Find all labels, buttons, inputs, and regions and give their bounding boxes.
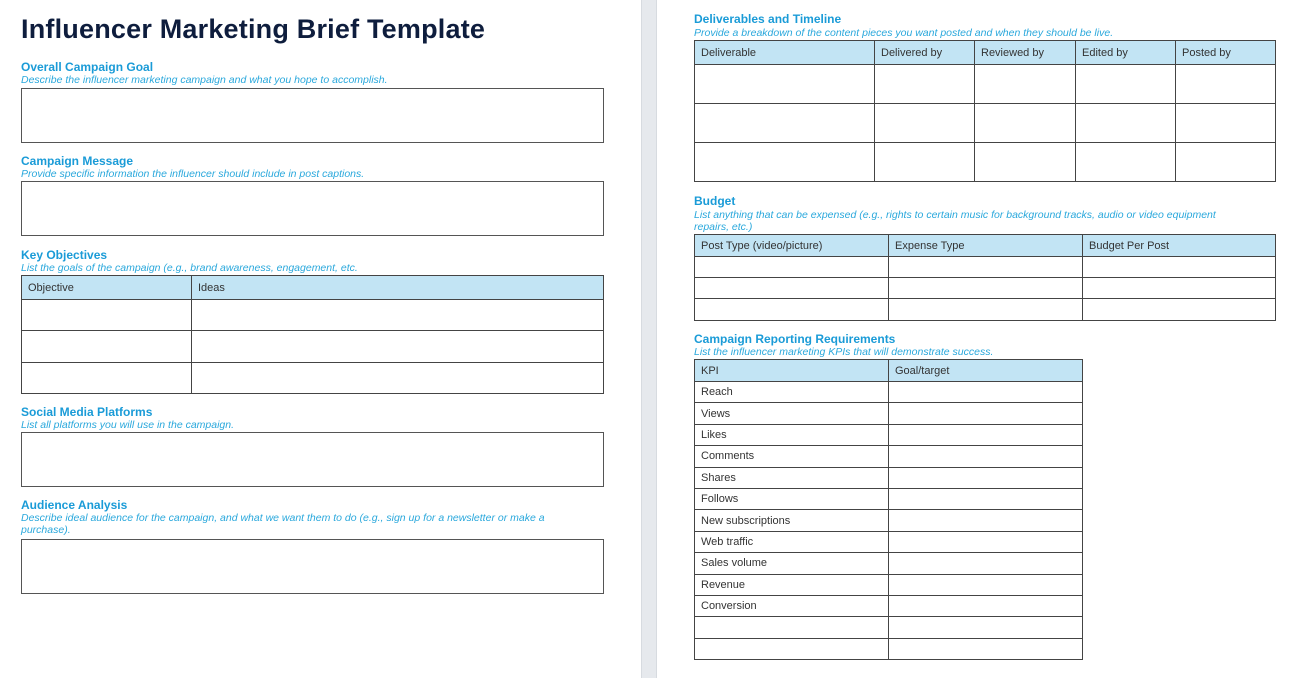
table-row bbox=[695, 595, 1083, 616]
table-row bbox=[695, 143, 1276, 182]
objective-cell[interactable] bbox=[22, 331, 192, 363]
kpi-cell: Comments bbox=[695, 446, 889, 467]
kpi-cell: Follows bbox=[695, 488, 889, 509]
table-row bbox=[695, 104, 1276, 143]
column-header-expense-type: Expense Type bbox=[889, 235, 1083, 257]
column-header-deliverable: Deliverable bbox=[695, 41, 875, 65]
posted-by-cell[interactable] bbox=[1176, 104, 1276, 143]
audience-analysis-heading: Audience Analysis bbox=[21, 498, 128, 512]
goal-target-cell[interactable] bbox=[889, 574, 1083, 595]
document-title: Influencer Marketing Brief Template bbox=[21, 14, 486, 44]
goal-target-cell[interactable] bbox=[889, 424, 1083, 445]
goal-target-cell[interactable] bbox=[889, 488, 1083, 509]
post-type-cell[interactable] bbox=[695, 257, 889, 278]
table-row bbox=[695, 638, 1083, 659]
expense-type-cell[interactable] bbox=[889, 299, 1083, 321]
goal-target-cell[interactable] bbox=[889, 638, 1083, 659]
expense-type-cell[interactable] bbox=[889, 257, 1083, 278]
audience-analysis-description: Describe ideal audience for the campaign, and what we want them to do (e.g., sign up for a newsletter or make a purchase). bbox=[21, 512, 545, 536]
table-row bbox=[695, 574, 1083, 595]
ideas-cell[interactable] bbox=[192, 363, 604, 394]
column-header-edited-by: Edited by bbox=[1076, 41, 1176, 65]
budget-per-post-cell[interactable] bbox=[1083, 278, 1276, 299]
overall-goal-heading: Overall Campaign Goal bbox=[21, 60, 154, 74]
table-row bbox=[695, 467, 1083, 488]
kpi-cell: Web traffic bbox=[695, 531, 889, 552]
table-row bbox=[22, 363, 604, 394]
table-row bbox=[695, 278, 1276, 299]
table-row bbox=[695, 531, 1083, 552]
deliverables-heading: Deliverables and Timeline bbox=[694, 12, 842, 26]
campaign-message-input-box[interactable] bbox=[21, 181, 604, 236]
table-row bbox=[695, 446, 1083, 467]
expense-type-cell[interactable] bbox=[889, 278, 1083, 299]
posted-by-cell[interactable] bbox=[1176, 143, 1276, 182]
table-row bbox=[22, 300, 604, 331]
goal-target-cell[interactable] bbox=[889, 403, 1083, 424]
column-header-budget-per-post: Budget Per Post bbox=[1083, 235, 1276, 257]
budget-table bbox=[694, 234, 1276, 321]
deliverable-cell[interactable] bbox=[695, 65, 875, 104]
kpi-cell: Conversion bbox=[695, 595, 889, 616]
key-objectives-table bbox=[21, 275, 604, 394]
social-media-input-box[interactable] bbox=[21, 432, 604, 487]
goal-target-cell[interactable] bbox=[889, 382, 1083, 403]
reviewed-by-cell[interactable] bbox=[975, 104, 1076, 143]
table-row bbox=[695, 510, 1083, 531]
objective-cell[interactable] bbox=[22, 300, 192, 331]
kpi-cell: Shares bbox=[695, 467, 889, 488]
table-row bbox=[695, 65, 1276, 104]
overall-goal-description: Describe the influencer marketing campaign and what you hope to accomplish. bbox=[21, 74, 388, 86]
ideas-cell[interactable] bbox=[192, 300, 604, 331]
campaign-message-heading: Campaign Message bbox=[21, 154, 134, 168]
table-row bbox=[695, 257, 1276, 278]
budget-description: List anything that can be expensed (e.g., rights to certain music for background tracks, audio or video equipment repairs, etc.) bbox=[694, 209, 1216, 233]
reviewed-by-cell[interactable] bbox=[975, 143, 1076, 182]
key-objectives-description: List the goals of the campaign (e.g., brand awareness, engagement, etc. bbox=[21, 262, 358, 274]
table-row bbox=[695, 403, 1083, 424]
posted-by-cell[interactable] bbox=[1176, 65, 1276, 104]
edited-by-cell[interactable] bbox=[1076, 143, 1176, 182]
goal-target-cell[interactable] bbox=[889, 510, 1083, 531]
ideas-cell[interactable] bbox=[192, 331, 604, 363]
edited-by-cell[interactable] bbox=[1076, 104, 1176, 143]
post-type-cell[interactable] bbox=[695, 278, 889, 299]
kpi-cell: Views bbox=[695, 403, 889, 424]
audience-analysis-input-box[interactable] bbox=[21, 539, 604, 594]
goal-target-cell[interactable] bbox=[889, 467, 1083, 488]
delivered-by-cell[interactable] bbox=[875, 104, 975, 143]
page-gutter bbox=[641, 0, 657, 678]
budget-heading: Budget bbox=[694, 194, 736, 208]
table-row bbox=[695, 553, 1083, 574]
delivered-by-cell[interactable] bbox=[875, 65, 975, 104]
kpi-cell[interactable] bbox=[695, 617, 889, 638]
deliverable-cell[interactable] bbox=[695, 104, 875, 143]
column-header-kpi: KPI bbox=[695, 360, 889, 382]
delivered-by-cell[interactable] bbox=[875, 143, 975, 182]
reporting-heading: Campaign Reporting Requirements bbox=[694, 332, 896, 346]
goal-target-cell[interactable] bbox=[889, 595, 1083, 616]
column-header-post-type: Post Type (video/picture) bbox=[695, 235, 889, 257]
kpi-cell: Sales volume bbox=[695, 553, 889, 574]
budget-per-post-cell[interactable] bbox=[1083, 257, 1276, 278]
column-header-ideas: Ideas bbox=[192, 276, 604, 300]
table-row bbox=[695, 382, 1083, 403]
table-row bbox=[695, 299, 1276, 321]
column-header-goal-target: Goal/target bbox=[889, 360, 1083, 382]
deliverables-table bbox=[694, 40, 1276, 182]
kpi-cell: Reach bbox=[695, 382, 889, 403]
table-row bbox=[695, 617, 1083, 638]
edited-by-cell[interactable] bbox=[1076, 65, 1176, 104]
goal-target-cell[interactable] bbox=[889, 553, 1083, 574]
column-header-delivered-by: Delivered by bbox=[875, 41, 975, 65]
kpi-cell: Likes bbox=[695, 424, 889, 445]
table-row bbox=[695, 488, 1083, 509]
goal-target-cell[interactable] bbox=[889, 446, 1083, 467]
campaign-message-description: Provide specific information the influencer should include in post captions. bbox=[21, 168, 365, 180]
kpi-table bbox=[694, 359, 1083, 660]
deliverable-cell[interactable] bbox=[695, 143, 875, 182]
kpi-cell[interactable] bbox=[695, 638, 889, 659]
budget-per-post-cell[interactable] bbox=[1083, 299, 1276, 321]
deliverables-description: Provide a breakdown of the content pieces you want posted and when they should be live. bbox=[694, 27, 1114, 39]
goal-target-cell[interactable] bbox=[889, 617, 1083, 638]
post-type-cell[interactable] bbox=[695, 299, 889, 321]
kpi-cell: New subscriptions bbox=[695, 510, 889, 531]
objective-cell[interactable] bbox=[22, 363, 192, 394]
table-row bbox=[695, 424, 1083, 445]
document-page-right bbox=[657, 0, 1300, 678]
key-objectives-heading: Key Objectives bbox=[21, 248, 108, 262]
social-media-description: List all platforms you will use in the campaign. bbox=[21, 419, 235, 431]
social-media-heading: Social Media Platforms bbox=[21, 405, 153, 419]
document-page-left bbox=[0, 0, 641, 678]
goal-target-cell[interactable] bbox=[889, 531, 1083, 552]
column-header-posted-by: Posted by bbox=[1176, 41, 1276, 65]
overall-goal-input-box[interactable] bbox=[21, 88, 604, 143]
table-row bbox=[22, 331, 604, 363]
column-header-objective: Objective bbox=[22, 276, 192, 300]
column-header-reviewed-by: Reviewed by bbox=[975, 41, 1076, 65]
reporting-description: List the influencer marketing KPIs that will demonstrate success. bbox=[694, 346, 994, 358]
kpi-cell: Revenue bbox=[695, 574, 889, 595]
reviewed-by-cell[interactable] bbox=[975, 65, 1076, 104]
